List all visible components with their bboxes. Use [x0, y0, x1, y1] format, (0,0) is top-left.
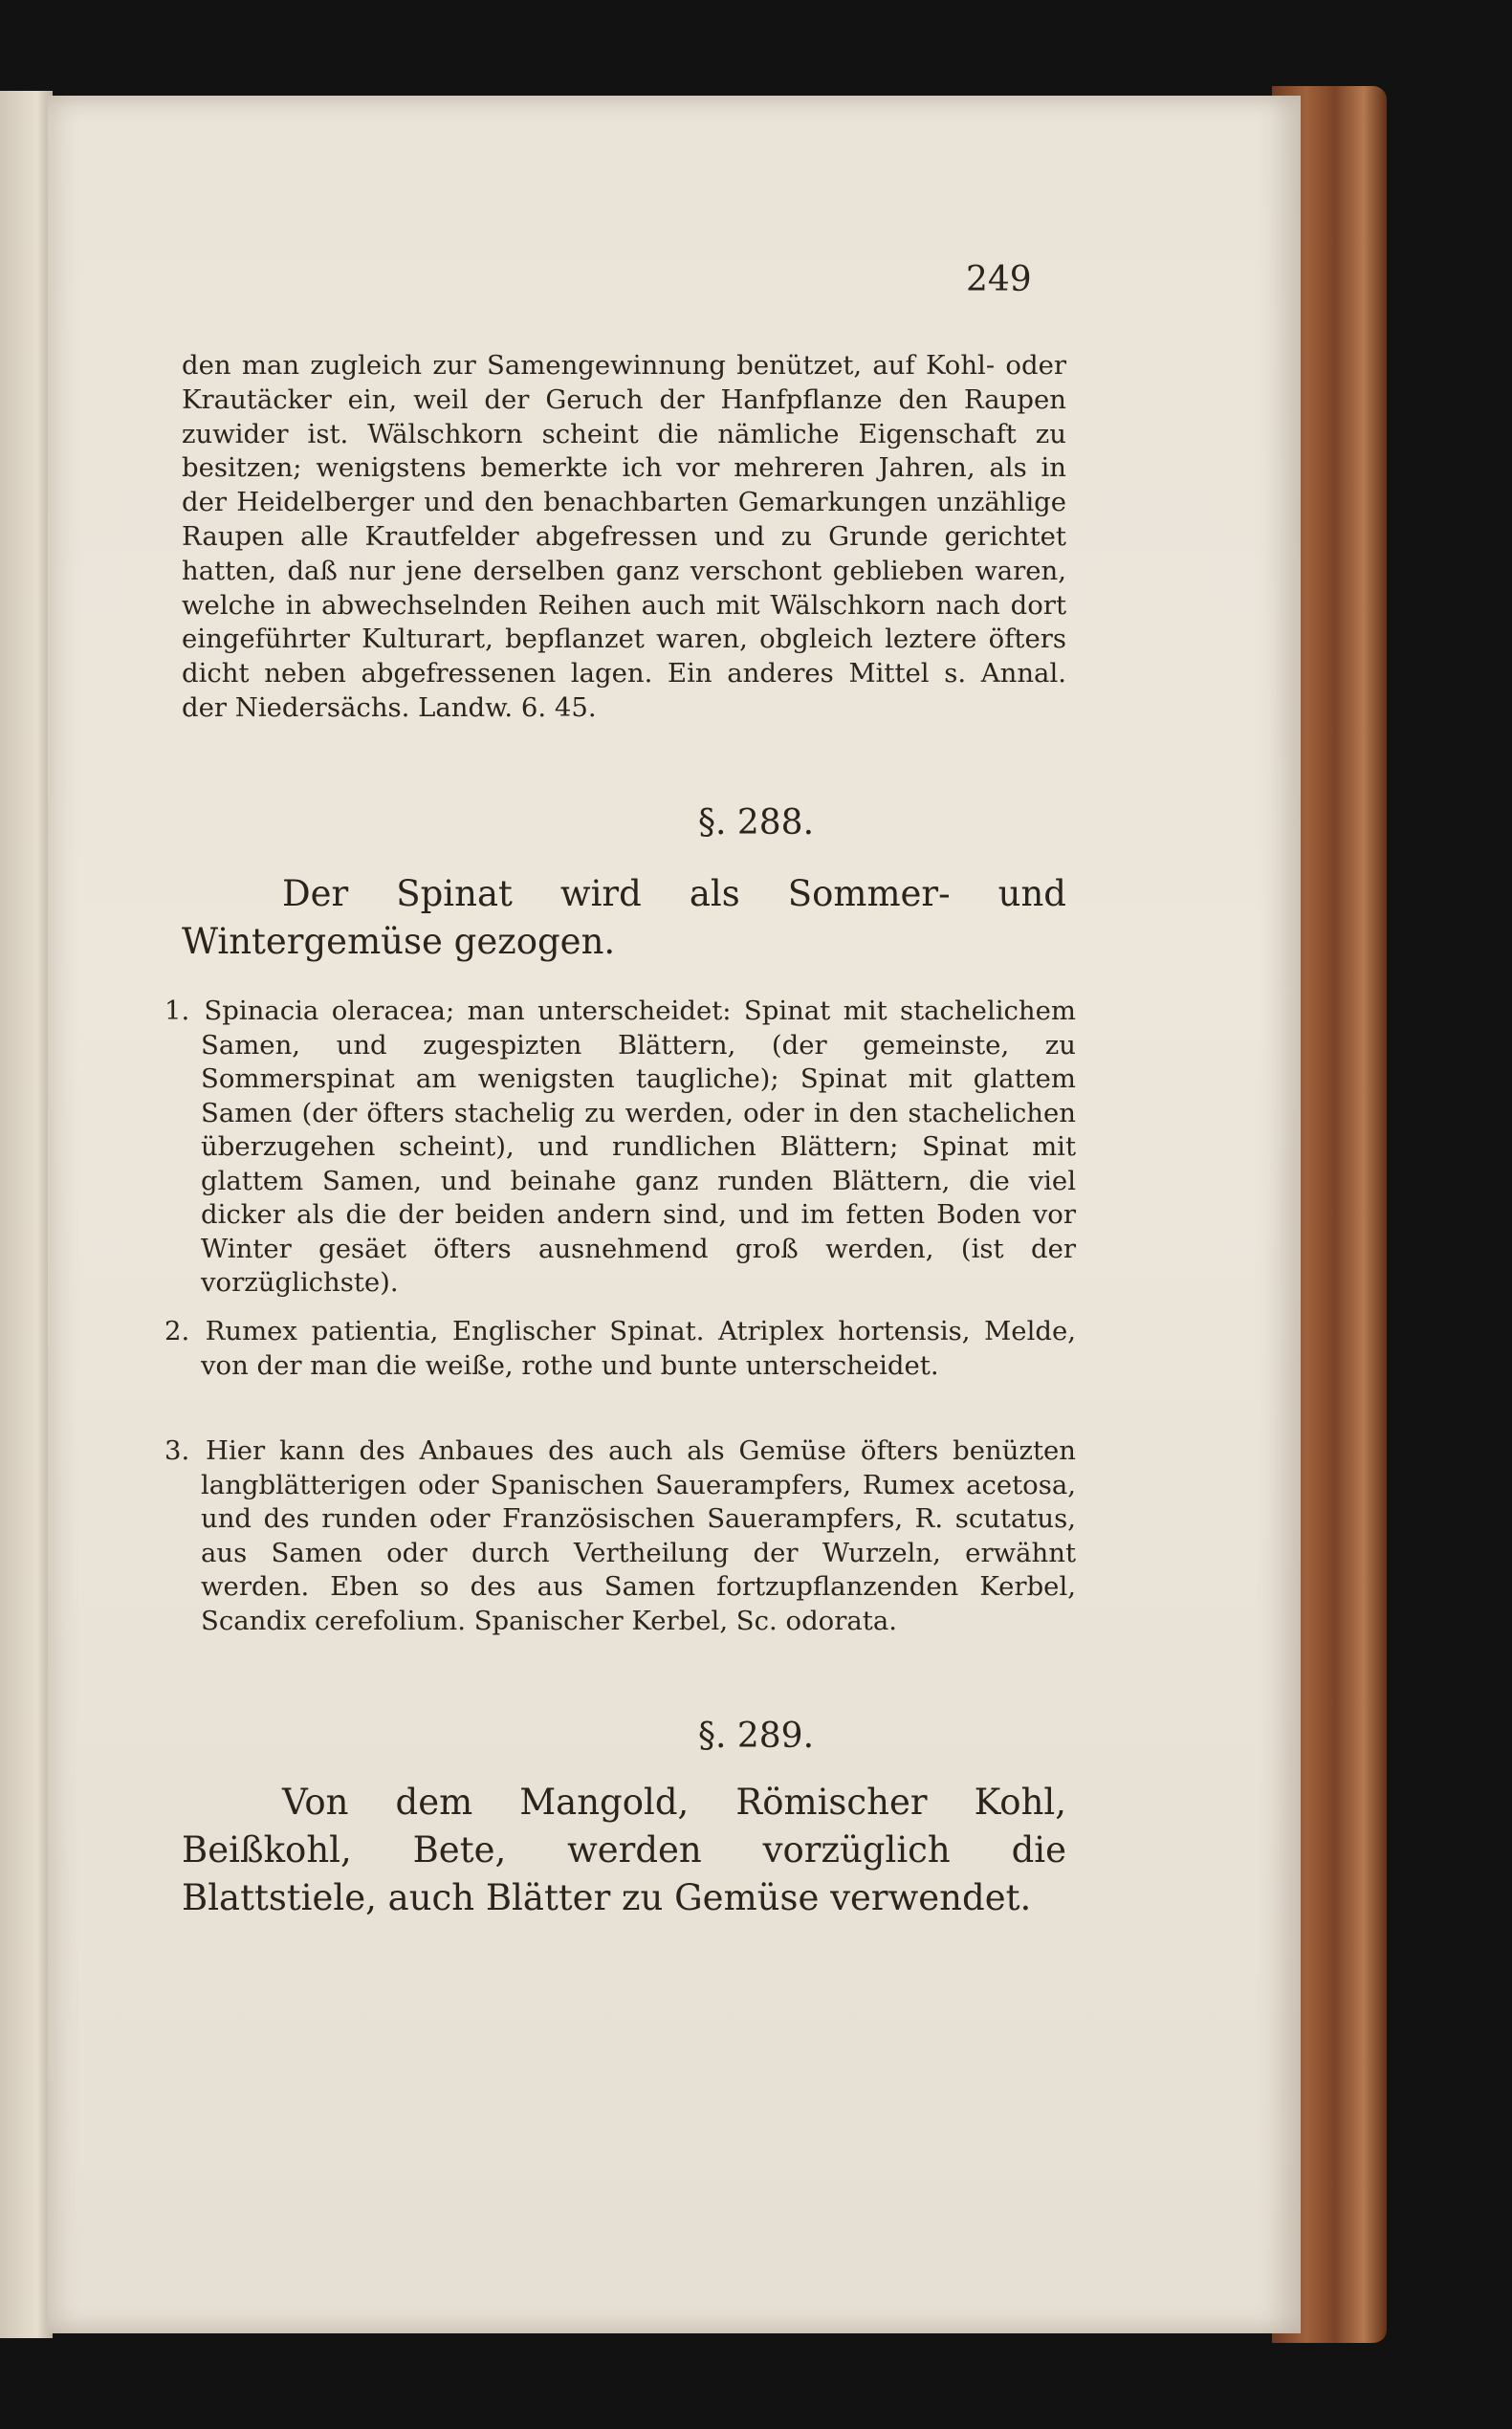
list-item: [164, 1315, 1076, 1383]
list-item: [164, 995, 1076, 1301]
left-page-edge: [0, 91, 53, 2338]
list-item: [164, 1434, 1076, 1638]
list-item-number: 3.: [164, 1435, 190, 1466]
section-289-heading: Von dem Mangold, Römischer Kohl, Beißkohl, Bete, werden vorzüglich die Blattstiele, auch Blätter zu Gemüse verwendet.: [182, 1782, 1066, 1918]
list-item-number: 1.: [164, 996, 190, 1026]
list-item-text: Hier kann des Anbaues des auch als Gemüse öfters benüzten langblätterigen oder Spanischen Sauerampfers, Rumex acetosa, und des runden oder Französischen Sauerampfers, R. scutatus, aus Samen oder durch Vertheilung der Wurzeln, erwähnt werden. Eben so des aus Samen fortzupflanzenden Kerbel, Scandix cerefolium. Spanischer Kerbel, Sc. odorata.: [201, 1435, 1076, 1636]
page-number: 249: [966, 260, 1032, 299]
list-item-text: Rumex patientia, Englischer Spinat. Atriplex hortensis, Melde, von der man die weiße, rothe und bunte unterscheidet.: [201, 1316, 1076, 1381]
intro-paragraph: den man zugleich zur Samengewinnung benützet, auf Kohl- oder Krautäcker ein, weil der Geruch der Hanfpflanze den Raupen zuwider ist. Wälschkorn scheint die nämliche Eigenschaft zu besitzen; wenigstens bemerkte ich vor mehreren Jahren, als in der Heidelberger und den benachbarten Gemarkungen unzählige Raupen alle Krautfelder abgefressen und zu Grunde gerichtet hatten, daß nur jene derselben ganz verschont geblieben waren, welche in abwechselnden Reihen auch mit Wälschkorn nach dort eingeführter Kulturart, bepflanzet waren, obgleich leztere öfters dicht neben abgefressenen lagen. Ein anderes Mittel s. Annal. der Niedersächs. Landw. 6. 45.: [182, 350, 1066, 723]
list-item-text: Spinacia oleracea; man unterscheidet: Spinat mit stachelichem Samen, und zugespizten Blättern, (der gemeinste, zu Sommerspinat am wenigsten taugliche); Spinat mit glattem Samen (der öfters stachelig zu werden, oder in den stachelichen überzugehen scheint), und rundlichen Blättern; Spinat mit glattem Samen, und beinahe ganz runden Blättern, die viel dicker als die der beiden andern sind, und im fetten Boden vor Winter gesäet öfters ausnehmend groß werden, (ist der vorzüglichste).: [201, 996, 1076, 1298]
section-289-label: §. 289.: [697, 1717, 815, 1756]
section-288-heading: Der Spinat wird als Sommer- und Wintergemüse gezogen.: [182, 873, 1066, 962]
section-288-label: §. 288.: [697, 803, 815, 842]
list-item-number: 2.: [164, 1316, 190, 1346]
